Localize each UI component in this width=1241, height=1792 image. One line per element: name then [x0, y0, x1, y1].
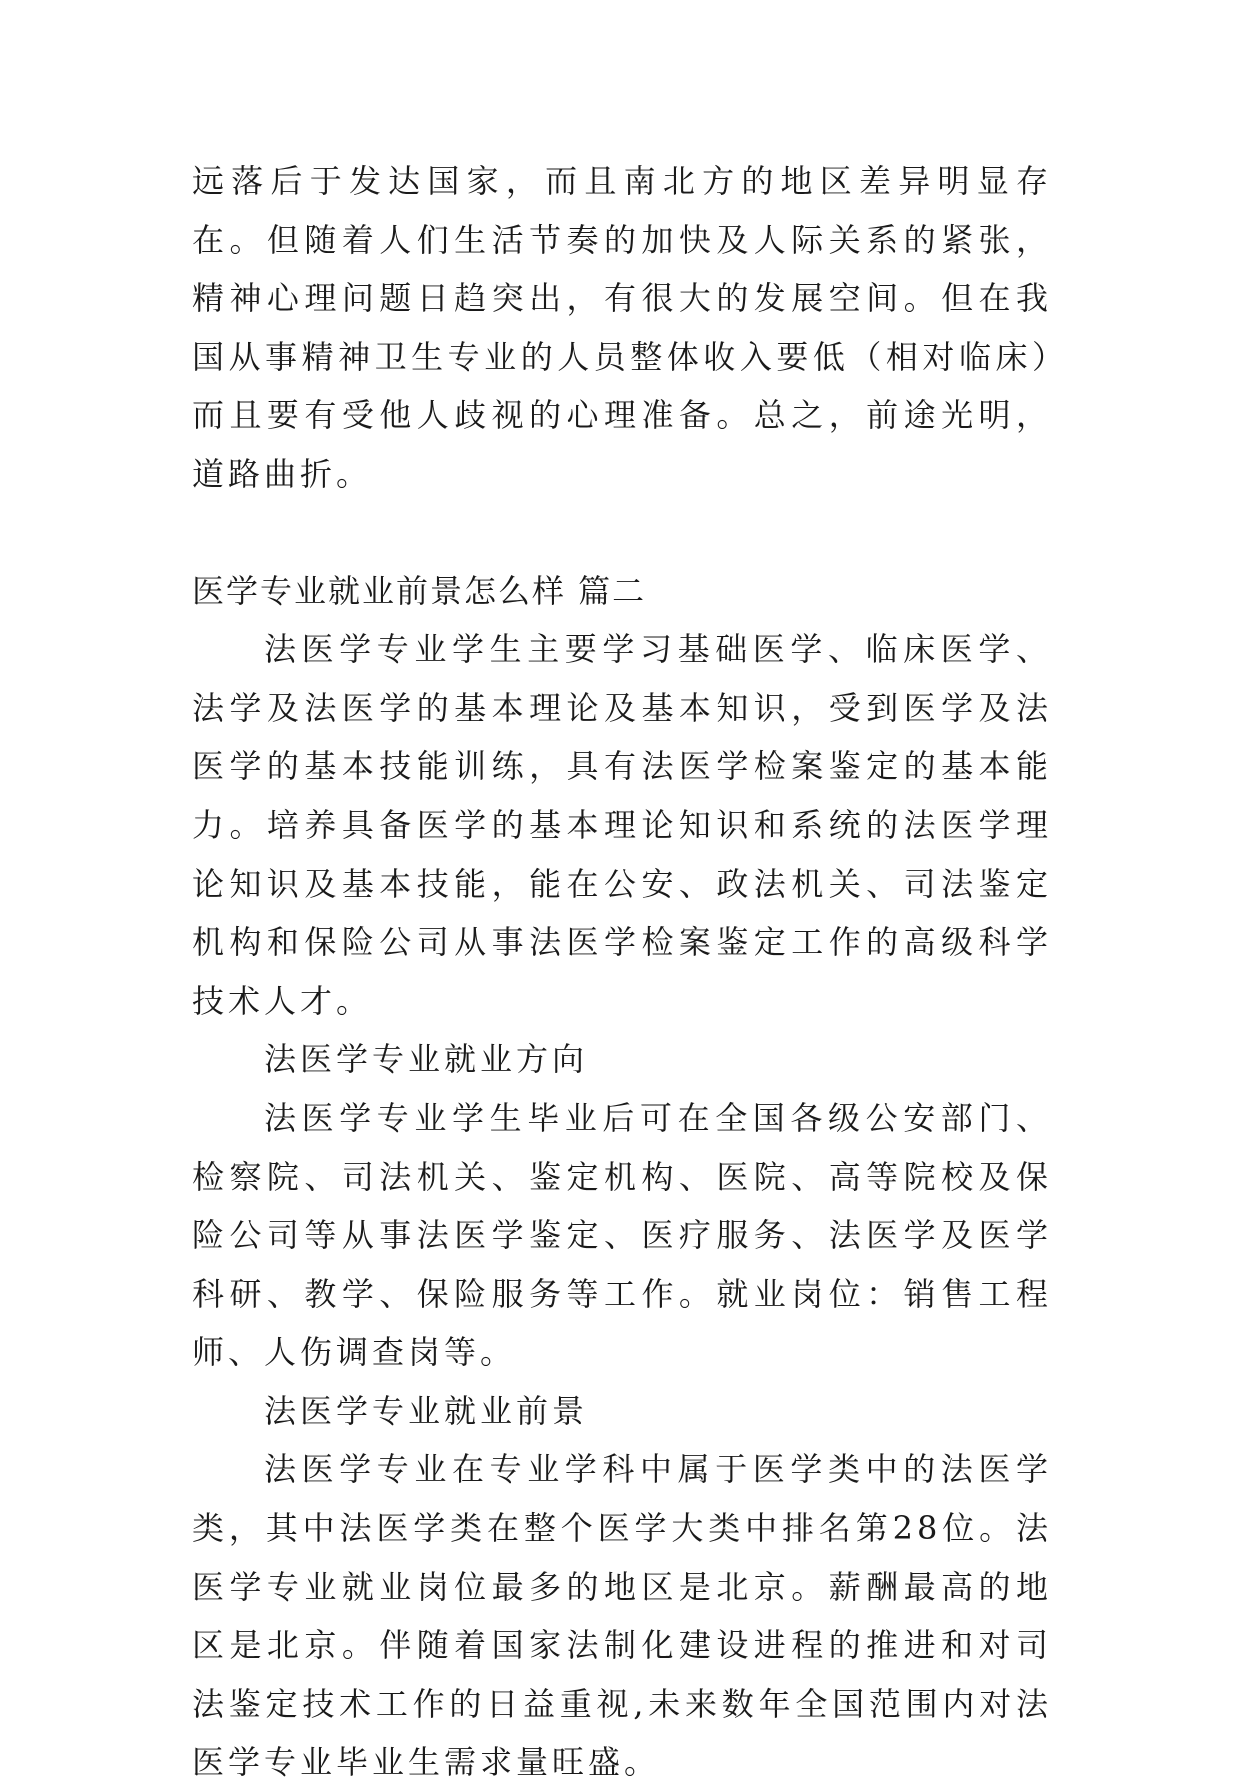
section-spacer — [192, 504, 1052, 562]
paragraph-continuation: 远落后于发达国家，而且南北方的地区差异明显存在。但随着人们生活节奏的加快及人际关系的紧张，精神心理问题日趋突出，有很大的发展空间。但在我国从事精神卫生专业的人员整体收入要低（相对临床）而且要有受他人歧视的心理准备。总之，前途光明，道路曲折。 — [192, 162, 1052, 493]
paragraph-prospects: 法医学专业在专业学科中属于医学类中的法医学类，其中法医学类在整个医学大类中排名第28位。法医学专业就业岗位最多的地区是北京。薪酬最高的地区是北京。伴随着国家法制化建设进程的推进和对司法鉴定技术工作的日益重视,未来数年全国范围内对法医学专业毕业生需求量旺盛。 — [192, 1450, 1052, 1782]
subheading-direction: 法医学专业就业方向 — [264, 1040, 589, 1079]
paragraph-intro: 法医学专业学生主要学习基础医学、临床医学、法学及法医学的基本理论及基本知识，受到医学及法医学的基本技能训练，具有法医学检案鉴定的基本能力。培养具备医学的基本理论知识和系统的法医学理论知识及基本技能，能在公安、政法机关、司法鉴定机构和保险公司从事法医学检案鉴定工作的高级科学技术人才。 — [192, 630, 1052, 1020]
paragraph-direction: 法医学专业学生毕业后可在全国各级公安部门、检察院、司法机关、鉴定机构、医院、高等院校及保险公司等从事法医学鉴定、医疗服务、法医学及医学科研、教学、保险服务等工作。就业岗位：销售工程师、人伤调查岗等。 — [192, 1098, 1052, 1372]
subheading-prospects: 法医学专业就业前景 — [264, 1391, 589, 1430]
document-page — [192, 152, 1052, 1792]
section-heading: 医学专业就业前景怎么样 篇二 — [192, 571, 647, 610]
